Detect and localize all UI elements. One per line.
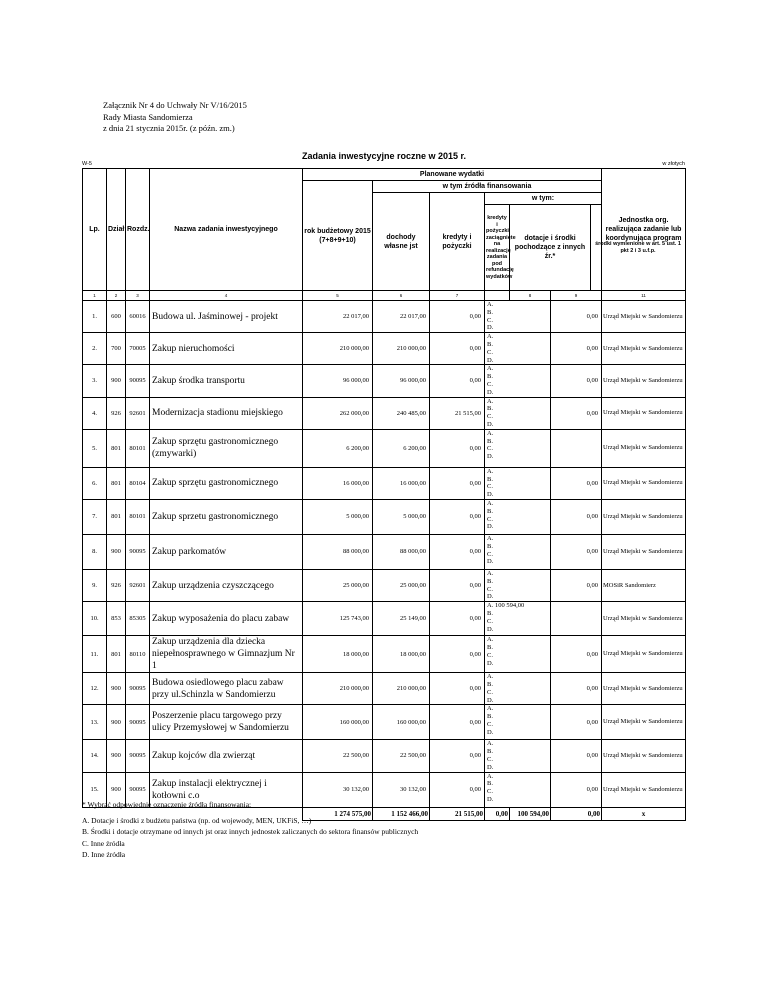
- row-sources: A. B. C. D.: [485, 569, 551, 601]
- row-rozdz: 90095: [126, 772, 150, 807]
- col-number: 7: [430, 291, 485, 301]
- row-unit: Urząd Miejski w Sandomierzu: [602, 499, 686, 534]
- row-rozdz: 90095: [126, 740, 150, 772]
- page-title: Zadania inwestycyjne roczne w 2015 r.: [301, 151, 467, 161]
- row-credits: 21 515,00: [430, 397, 485, 429]
- row-lp: 1.: [83, 301, 107, 333]
- col-credits: kredyty i pożyczki: [430, 193, 485, 291]
- row-funds: 0,00: [551, 772, 602, 807]
- row-name: Zakup sprzętu gastronomicznego: [150, 467, 303, 499]
- row-sources: A. B. C. D.: [485, 636, 551, 673]
- row-own: 210 000,00: [373, 333, 430, 365]
- row-credits: 0,00: [430, 429, 485, 467]
- row-rozdz: 80110: [126, 636, 150, 673]
- row-dzial: 853: [107, 602, 126, 636]
- row-lp: 11.: [83, 636, 107, 673]
- row-sources: A. B. C. D.: [485, 534, 551, 569]
- row-sources: A. B. C. D.: [485, 673, 551, 705]
- table-row: [83, 636, 686, 673]
- row-sources: A. B. C. D.: [485, 467, 551, 499]
- row-own: 16 000,00: [373, 467, 430, 499]
- header-line-1: Załącznik Nr 4 do Uchwały Nr V/16/2015: [103, 100, 247, 110]
- row-own: 6 200,00: [373, 429, 430, 467]
- row-lp: 4.: [83, 397, 107, 429]
- row-sources: A. B. C. D.: [485, 499, 551, 534]
- row-own: 210 000,00: [373, 673, 430, 705]
- currency-unit: w złotych: [662, 161, 685, 167]
- col-number: 4: [150, 291, 303, 301]
- row-unit: Urząd Miejski w Sandomierzu: [602, 429, 686, 467]
- row-credits: 0,00: [430, 636, 485, 673]
- col-planned: Planowane wydatki: [303, 169, 602, 181]
- table-row: [83, 467, 686, 499]
- table-row: [83, 365, 686, 397]
- row-own: 96 000,00: [373, 365, 430, 397]
- row-budget: 96 000,00: [303, 365, 373, 397]
- form-code: W-5: [82, 161, 92, 167]
- row-own: 22 017,00: [373, 301, 430, 333]
- col-budget-year: rok budżetowy 2015 (7+8+9+10): [303, 181, 373, 291]
- row-budget: 16 000,00: [303, 467, 373, 499]
- row-name: Poszerzenie placu targowego przy ulicy Przemysłowej w Sandomierzu: [150, 705, 303, 740]
- row-credits: 0,00: [430, 705, 485, 740]
- col-number: 8: [510, 291, 551, 301]
- row-credits: 0,00: [430, 569, 485, 601]
- row-credits: 0,00: [430, 467, 485, 499]
- row-rozdz: 80101: [126, 499, 150, 534]
- row-dzial: 801: [107, 429, 126, 467]
- row-rozdz: 60016: [126, 301, 150, 333]
- row-funds: 0,00: [551, 499, 602, 534]
- row-budget: 30 132,00: [303, 772, 373, 807]
- row-rozdz: 90095: [126, 534, 150, 569]
- row-rozdz: 80101: [126, 429, 150, 467]
- row-dzial: 900: [107, 740, 126, 772]
- row-own: 240 485,00: [373, 397, 430, 429]
- row-budget: 125 743,00: [303, 602, 373, 636]
- header-line-2: Rady Miasta Sandomierza: [103, 111, 193, 122]
- row-lp: 5.: [83, 429, 107, 467]
- row-credits: 0,00: [430, 301, 485, 333]
- col-number: 6: [373, 291, 430, 301]
- table-row: [83, 740, 686, 772]
- row-funds: 0,00: [551, 740, 602, 772]
- row-funds: 0,00: [551, 705, 602, 740]
- row-sources: A. 100 594,00 B. C. D.: [485, 602, 551, 636]
- header-line-3: z dnia 21 stycznia 2015r. (z późn. zm.): [103, 123, 235, 133]
- col-number: [485, 291, 510, 301]
- row-lp: 8.: [83, 534, 107, 569]
- row-funds: 0,00: [551, 333, 602, 365]
- row-funds: [551, 602, 602, 636]
- row-credits: 0,00: [430, 673, 485, 705]
- row-dzial: 926: [107, 569, 126, 601]
- row-own: 30 132,00: [373, 772, 430, 807]
- row-lp: 12.: [83, 673, 107, 705]
- row-own: 160 000,00: [373, 705, 430, 740]
- table-row: [83, 397, 686, 429]
- col-number: 5: [303, 291, 373, 301]
- row-name: Zakup urządzenia czyszczącego: [150, 569, 303, 601]
- row-lp: 2.: [83, 333, 107, 365]
- row-budget: 22 017,00: [303, 301, 373, 333]
- col-dzial: Dział: [107, 169, 126, 291]
- row-name: Zakup kojców dla zwierząt: [150, 740, 303, 772]
- col-credits-refund: kredyty i pożyczki zaciągnięte na realizację zadania pod refundację wydatków: [485, 205, 510, 291]
- row-lp: 9.: [83, 569, 107, 601]
- row-unit: Urząd Miejski w Sandomierzu: [602, 602, 686, 636]
- table-row: [83, 569, 686, 601]
- row-sources: A. B. C. D.: [485, 301, 551, 333]
- row-own: 25 000,00: [373, 569, 430, 601]
- document-header: [103, 100, 247, 135]
- row-dzial: 600: [107, 301, 126, 333]
- col-lp: Lp.: [83, 169, 107, 291]
- row-rozdz: 90095: [126, 705, 150, 740]
- row-credits: 0,00: [430, 333, 485, 365]
- row-dzial: 900: [107, 365, 126, 397]
- row-credits: 0,00: [430, 772, 485, 807]
- row-lp: 15.: [83, 772, 107, 807]
- row-rozdz: 85305: [126, 602, 150, 636]
- row-unit: Urząd Miejski w Sandomierzu: [602, 365, 686, 397]
- table-row: [83, 429, 686, 467]
- footnote-d: D. Inne źródła: [82, 850, 126, 859]
- row-funds: 0,00: [551, 569, 602, 601]
- row-budget: 262 000,00: [303, 397, 373, 429]
- row-sources: A. B. C. D.: [485, 740, 551, 772]
- row-funds: 0,00: [551, 636, 602, 673]
- row-unit: MOSiR Sandomierz: [602, 569, 686, 601]
- col-rozdz: Rozdz.: [126, 169, 150, 291]
- total-funds: 0,00: [551, 807, 602, 820]
- table-row: [83, 301, 686, 333]
- row-rozdz: 70005: [126, 333, 150, 365]
- row-unit: Urząd Miejski w Sandomierzu: [602, 772, 686, 807]
- col-in-that: w tym:: [485, 193, 602, 205]
- row-unit: Urząd Miejski w Sandomierzu: [602, 397, 686, 429]
- row-credits: 0,00: [430, 740, 485, 772]
- row-budget: 25 000,00: [303, 569, 373, 601]
- row-sources: A. B. C. D.: [485, 333, 551, 365]
- row-unit: Urząd Miejski w Sandomierzu: [602, 705, 686, 740]
- row-budget: 210 000,00: [303, 673, 373, 705]
- row-funds: 0,00: [551, 301, 602, 333]
- row-lp: 10.: [83, 602, 107, 636]
- row-unit: Urząd Miejski w Sandomierzu: [602, 301, 686, 333]
- row-rozdz: 90095: [126, 365, 150, 397]
- row-sources: A. B. C. D.: [485, 705, 551, 740]
- col-name: Nazwa zadania inwestycyjnego: [150, 169, 303, 291]
- col-grants: dotacje i środki pochodzące z innych źr.*: [510, 205, 591, 291]
- row-dzial: 801: [107, 499, 126, 534]
- row-rozdz: 80104: [126, 467, 150, 499]
- row-own: 22 500,00: [373, 740, 430, 772]
- row-rozdz: 90095: [126, 673, 150, 705]
- row-lp: 13.: [83, 705, 107, 740]
- total-credits: 21 515,00: [430, 807, 485, 820]
- row-budget: 160 000,00: [303, 705, 373, 740]
- row-credits: 0,00: [430, 365, 485, 397]
- total-budget: 1 274 575,00: [303, 807, 373, 820]
- footnote-c: C. Inne źródła: [82, 838, 125, 848]
- col-number: 1: [83, 291, 107, 301]
- row-dzial: 900: [107, 534, 126, 569]
- row-credits: 0,00: [430, 602, 485, 636]
- total-unit: x: [602, 807, 686, 820]
- row-dzial: 801: [107, 467, 126, 499]
- table-row: [83, 602, 686, 636]
- row-sources: A. B. C. D.: [485, 772, 551, 807]
- row-name: Budowa ul. Jaśminowej - projekt: [150, 301, 303, 333]
- row-sources: A. B. C. D.: [485, 397, 551, 429]
- row-name: Zakup instalacji elektrycznej i kotłowni c.o: [150, 772, 303, 807]
- row-lp: 14.: [83, 740, 107, 772]
- row-budget: 18 000,00: [303, 636, 373, 673]
- row-name: Zakup środka transportu: [150, 365, 303, 397]
- row-unit: Urząd Miejski w Sandomierzu: [602, 636, 686, 673]
- row-name: Zakup parkomatów: [150, 534, 303, 569]
- table-row: [83, 499, 686, 534]
- row-funds: 0,00: [551, 534, 602, 569]
- row-own: 25 149,00: [373, 602, 430, 636]
- col-unit: Jednostka org. realizująca zadanie lub koordynująca program: [602, 169, 686, 291]
- row-funds: 0,00: [551, 365, 602, 397]
- row-name: Budowa osiedlowego placu zabaw przy ul.Schinzla w Sandomierzu: [150, 673, 303, 705]
- col-in-sources: w tym źródła finansowania: [373, 181, 602, 193]
- row-dzial: 926: [107, 397, 126, 429]
- total-grants: 100 594,00: [510, 807, 551, 820]
- row-dzial: 900: [107, 705, 126, 740]
- row-sources: A. B. C. D.: [485, 365, 551, 397]
- row-own: 18 000,00: [373, 636, 430, 673]
- col-number: 11: [602, 291, 686, 301]
- investment-table: [82, 168, 686, 821]
- col-number: 2: [107, 291, 126, 301]
- footnote-title: * Wybrać odpowiednie oznaczenie źródła finansowania:: [82, 800, 252, 809]
- row-unit: Urząd Miejski w Sandomierzu: [602, 740, 686, 772]
- row-name: Zakup sprzętu gastronomicznego (zmywarki): [150, 429, 303, 467]
- row-funds: 0,00: [551, 467, 602, 499]
- footnote-b: B. Środki i dotacje otrzymane od innych jst oraz innych jednostek zaliczanych do sektora finansów publicznych: [82, 827, 419, 836]
- row-own: 88 000,00: [373, 534, 430, 569]
- row-lp: 6.: [83, 467, 107, 499]
- table-row: [83, 705, 686, 740]
- table-row: [83, 534, 686, 569]
- footnote-a: A. Dotacje i środki z budżetu państwa (np. od wojewody, MEN, UKFiS, …): [82, 815, 312, 825]
- col-funds-art5: środki wymienione w art. 5 ust. 1 pkt 2 i 3 u.f.p.: [591, 205, 686, 291]
- row-dzial: 801: [107, 636, 126, 673]
- row-rozdz: 92601: [126, 569, 150, 601]
- row-name: Modernizacja stadionu miejskiego: [150, 397, 303, 429]
- row-name: Zakup nieruchomości: [150, 333, 303, 365]
- row-budget: 210 000,00: [303, 333, 373, 365]
- row-unit: Urząd Miejski w Sandomierzu: [602, 467, 686, 499]
- row-dzial: 900: [107, 772, 126, 807]
- footnotes: [82, 799, 418, 861]
- col-number: 3: [126, 291, 150, 301]
- row-budget: 6 200,00: [303, 429, 373, 467]
- row-name: Zakup sprzetu gastronomicznego: [150, 499, 303, 534]
- table-row: [83, 333, 686, 365]
- col-own-income: dochody własne jst: [373, 193, 430, 291]
- row-budget: 5 000,00: [303, 499, 373, 534]
- row-dzial: 700: [107, 333, 126, 365]
- row-funds: [551, 429, 602, 467]
- row-dzial: 900: [107, 673, 126, 705]
- row-sources: A. B. C. D.: [485, 429, 551, 467]
- row-unit: Urząd Miejski w Sandomierzu: [602, 673, 686, 705]
- row-credits: 0,00: [430, 499, 485, 534]
- row-funds: 0,00: [551, 673, 602, 705]
- row-unit: Urząd Miejski w Sandomierzu: [602, 534, 686, 569]
- row-funds: 0,00: [551, 397, 602, 429]
- row-lp: 3.: [83, 365, 107, 397]
- total-credits-refund: 0,00: [485, 807, 510, 820]
- row-lp: 7.: [83, 499, 107, 534]
- row-name: Zakup wyposażenia do placu zabaw: [150, 602, 303, 636]
- row-name: Zakup urządzenia dla dziecka niepełnosprawnego w Gimnazjum Nr 1: [150, 636, 303, 673]
- row-unit: Urząd Miejski w Sandomierzu: [602, 333, 686, 365]
- table-row: [83, 673, 686, 705]
- row-budget: 22 500,00: [303, 740, 373, 772]
- col-number: 9: [551, 291, 602, 301]
- row-credits: 0,00: [430, 534, 485, 569]
- row-own: 5 000,00: [373, 499, 430, 534]
- row-rozdz: 92601: [126, 397, 150, 429]
- row-budget: 88 000,00: [303, 534, 373, 569]
- total-own: 1 152 466,00: [373, 807, 430, 820]
